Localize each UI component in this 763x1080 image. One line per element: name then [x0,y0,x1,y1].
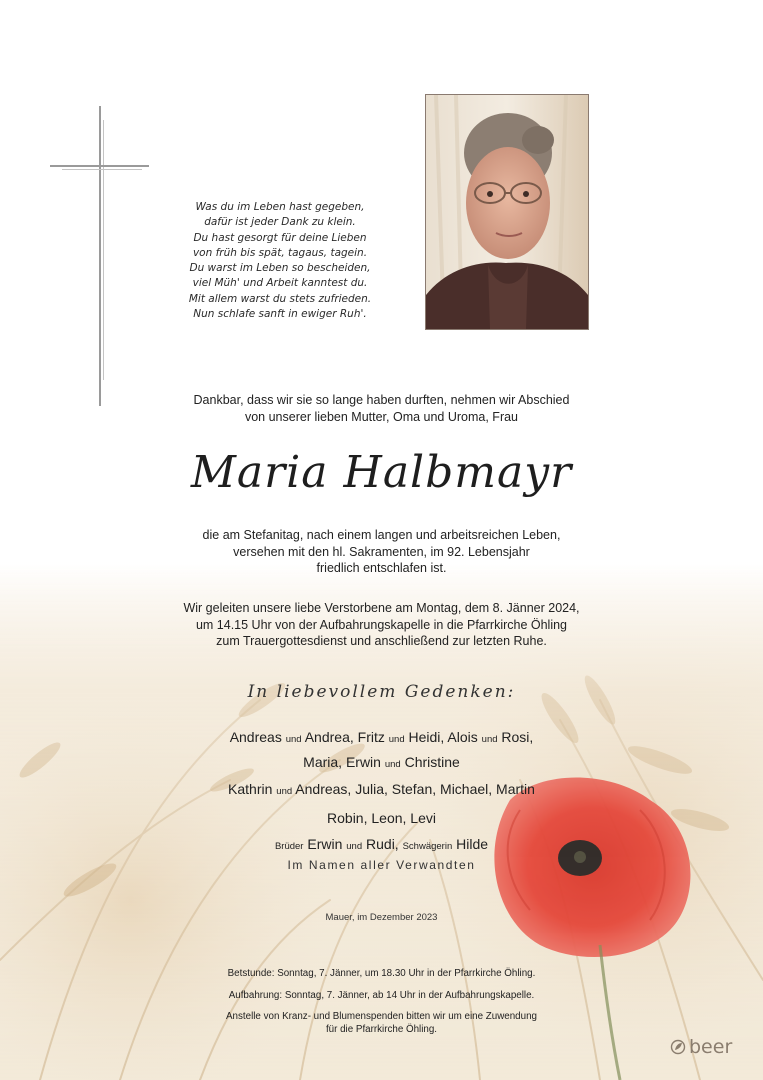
poem-line: dafür ist jeder Dank zu klein. [204,216,356,229]
cross-horizontal-line-thin [62,169,142,170]
mourner-name: Andreas, Julia, Stefan, Michael, Martin [295,781,535,797]
brand-logo [670,1036,732,1058]
cross-horizontal-line [50,165,149,167]
intro-line: Dankbar, dass wir sie so lange haben durften, nehmen wir Abschied [193,393,570,407]
mourner-name: Rosi, [501,729,534,745]
place-date: Mauer, im Dezember 2023 [325,912,438,923]
mourner-name: Christine [404,754,460,770]
connector-word: und [481,734,498,745]
connector-word: und [388,734,405,745]
relation-label: Brüder [274,841,304,852]
funeral-line: um 14.15 Uhr von der Aufbahrungskapelle in die Pfarrkirche Öhling [195,617,568,632]
funeral-line: Wir geleiten unsere liebe Verstorbene am Montag, dem 8. Jänner 2024, [183,601,580,615]
leaf-icon [670,1038,686,1056]
mourner-name: Robin, Leon, Levi [327,810,436,826]
aufbahrung-note: Aufbahrung: Sonntag, 7. Jänner, ab 14 Uhr in der Aufbahrungskapelle. [228,990,535,1001]
details-line: die am Stefanitag, nach einem langen und arbeitsreichen Leben, [202,528,561,542]
mourner-name: Erwin [307,836,343,852]
connector-word: und [285,734,302,745]
deceased-name: Maria Halbmayr [190,447,573,498]
cross-vertical-line [99,106,101,406]
intro-line: von unserer lieben Mutter, Oma und Uroma, Frau [244,409,519,424]
mourners-row [0,831,763,860]
service-notes [0,963,763,1007]
portrait-photo [425,94,589,330]
mourner-name: Kathrin [228,781,273,797]
relation-label: Schwägerin [402,841,453,852]
cross-vertical-line-thin [103,120,104,380]
connector-word: und [384,759,401,770]
poem-line: Was du im Leben hast gegeben, [195,201,365,213]
connector-word: und [276,786,293,797]
funeral-line: zum Trauergottesdienst und anschließend zur letzten Ruhe. [216,634,547,648]
mourners-row [0,726,763,751]
details-text [0,527,763,577]
poem [170,200,390,322]
mourner-name: Rudi, [366,836,399,852]
poem-line: Mit allem warst du stets zufrieden. [188,292,372,305]
mourner-name: Hilde [456,836,489,852]
poem-line: viel Müh' und Arbeit kanntest du. [192,277,368,290]
poem-line: von früh bis spät, tagaus, tagein. [192,246,368,259]
details-line: versehen mit den hl. Sakramenten, im 92. Lebensjahr [233,544,530,559]
details-line: friedlich entschlafen ist. [316,561,447,575]
mourner-name: Maria, Erwin [303,754,381,770]
mourner-name: Heidi, Alois [408,729,478,745]
donation-line: Anstelle von Kranz- und Blumenspenden bitten wir um eine Zuwendung [226,1011,537,1022]
connector-word: und [346,841,363,852]
signoff: Im Namen aller Verwandten [287,858,476,872]
betstunde-note: Betstunde: Sonntag, 7. Jänner, um 18.30 Uhr in der Pfarrkirche Öhling. [227,968,536,979]
donation-line: für die Pfarrkirche Öhling. [325,1024,438,1035]
mourners-row [0,751,763,776]
mourners-row [0,805,763,831]
intro-text [0,392,763,425]
mourners-row [0,776,763,805]
funeral-text [0,600,763,650]
poem-line: Nun schlafe sanft in ewiger Ruh'. [193,308,367,321]
poem-line: Du hast gesorgt für deine Lieben [193,231,367,244]
mourners-list [0,726,763,860]
brand-name: beer [689,1036,733,1058]
memory-heading: In liebevollem Gedenken: [247,682,516,702]
mourner-name: Andreas [229,729,282,745]
poem-line: Du warst im Leben so bescheiden, [189,262,371,275]
donation-note [0,1010,763,1036]
mourner-name: Andrea, Fritz [304,729,385,745]
